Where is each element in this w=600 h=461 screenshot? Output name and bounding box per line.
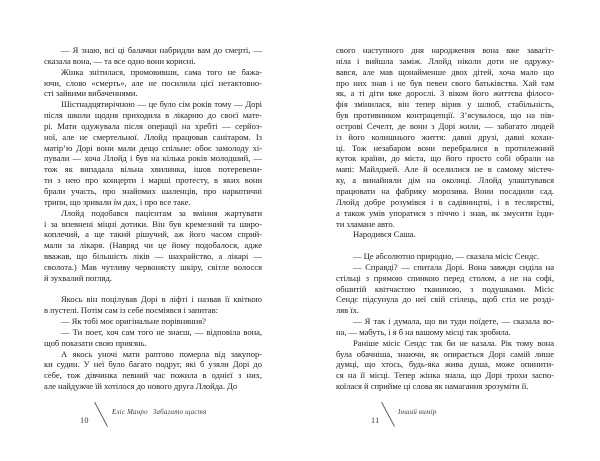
text-line: коїлася й сприйме ці слова як намагання зрозуміти її.: [336, 381, 529, 392]
text-line: — Справді? — спитала Дорі. Вона завжди сиділа на: [353, 261, 554, 272]
text-line: ніла і вийшла заміж. Ллойд ніколи доти не одружу-: [336, 55, 554, 66]
text-line: свого наступного дня народження вона вже завагіт-: [336, 45, 554, 55]
text-line: — Я знаю, всі ці балачки набридли вам до смерті, —: [61, 45, 262, 55]
running-book-title: Забагато щастя: [152, 409, 207, 416]
text-line: Якось він поцілував Дорі в ліфті і назвав її квіткою: [61, 294, 262, 305]
text-line: ти зламане авто.: [336, 218, 395, 229]
text-line: трипи, що зривали їм дах, і про все таке.: [44, 196, 191, 207]
text-line: була обачніша, знаючи, як опирається Дорі самій лише: [336, 348, 554, 359]
text-line: — Як тобі моє оригінальне порівняння?: [61, 316, 206, 327]
text-line: вважав, що більшість ліків — шахрайство, а лікарі —: [44, 251, 262, 262]
text-line: сті зайвими вибаченнями.: [44, 88, 138, 99]
text-line: мали за лікаря. (Навряд чи це йому подобалося, адже: [44, 240, 262, 251]
text-line: Народився Саша.: [353, 229, 416, 240]
text-line: був противником контрацепції. З’ясувалося, що на пів-: [336, 110, 554, 121]
text-line: працювати на фабрику морозива. Вони посадили сад.: [336, 185, 554, 196]
text-line: мапі: Майлдмей. Але й оселилися не в самому містеч-: [336, 164, 554, 175]
text-line: про них знав і не був певен свого батьківства. Хай там: [336, 77, 554, 88]
page-left-text: [44, 45, 262, 392]
text-line: матір’ю Дорі вони мали дещо спільне: обоє замолоду хі-: [44, 142, 262, 153]
footer-slash-icon: [93, 401, 109, 428]
text-line: ки судин. У неї було багато подруг, які б узяли Дорі до: [44, 359, 262, 370]
text-line: ку, а винайняли дім на околиці. Ллойд улаштувався: [336, 175, 554, 186]
text-line: сволота.) Мав чутливу червонясту шкіру, світле волосся: [44, 261, 262, 272]
text-line: а також умів упоратися з піччю і знав, як змусити їзди-: [336, 207, 554, 218]
text-line: — Ти поет, хоч сам того не знаєш, — відповіла вона,: [61, 326, 262, 337]
footer-slash-icon: [380, 401, 396, 428]
text-line: острові Сечелт, де вони з Дорі жили, — забагато людей: [336, 120, 554, 131]
text-line: коплечий, а ще такий рішучий, аж його часом сприй-: [44, 229, 262, 240]
text-line: Жінка знітилася, промовивши, сама того не бажа-: [61, 66, 262, 77]
page-right-text: [336, 45, 554, 392]
text-line: думці, що хтось, будь-яка жива душа, може опинити-: [336, 359, 554, 370]
running-title-left: [112, 409, 207, 416]
text-line: обшитій квітчастою тканиною, з подушками. Місіс: [336, 283, 554, 294]
text-line: Ллойд подобався пацієнтам за вміння жартувати: [61, 207, 262, 218]
text-line: — Я так і думала, що ви туди поїдете, — сказала во-: [353, 316, 554, 327]
text-line: Раніше місіс Сендс так би не казала. Рік тому вона: [353, 337, 554, 348]
text-line: куток країни, до міста, що його просто собі обрали на: [336, 153, 554, 164]
section-break: [336, 240, 554, 251]
text-line: фія змінилася, він тепер вірив у шлюб, стабільність,: [336, 99, 554, 110]
text-line: Сендс підсунула до неї свій стілець, щоб стіл не розді-: [336, 294, 554, 305]
text-line: Ллойд добре розумівся і в садівництві, і в теслярстві,: [336, 196, 554, 207]
text-line: вався, але мав щонайменше двох дітей, хоча мало що: [336, 66, 554, 77]
section-break: [44, 284, 262, 295]
text-line: ючи, слово «смерть», але не посилила цієї нетактовно-: [44, 77, 262, 88]
text-line: ляв їх.: [336, 305, 359, 316]
text-line: себе, тож дівчинка певний час пожила в однієї з них,: [44, 370, 262, 381]
text-line: А якось уночі мати раптово померла від закупор-: [61, 348, 262, 359]
text-line: ці. Тож незабаром вони перебралися в протилежний: [336, 142, 554, 153]
text-line: і за впевнені міцні дотики. Він був кремезний та широ-: [44, 218, 262, 229]
running-author: Еліс Манро: [112, 409, 148, 416]
text-line: ної, але не смертельної. Ллойд працював санітаром. Із: [44, 131, 262, 142]
running-story-title: Інший вимір: [398, 409, 437, 416]
running-title-right: [398, 409, 441, 416]
text-line: в пустелі. Потім сам із себе посміявся і запитав:: [44, 305, 218, 316]
page-number-left: 10: [80, 416, 89, 425]
text-line: ся на її місці. Тепер жінка знала, що Дорі трохи заспо-: [336, 370, 554, 381]
text-line: тож як випадала вільна хвилинка, ішов потеревени-: [44, 164, 262, 175]
page-number-right: 11: [371, 416, 380, 425]
text-line: на, — мабуть, і я б на вашому місці так зробила.: [336, 326, 511, 337]
text-line: як, а ті діти вже дорослі. З віком його життєва філосо-: [336, 88, 554, 99]
text-line: пували — хоча Ллойд і був на кілька років молодший, —: [44, 153, 262, 164]
text-line: сказала вона, — та все одно вони корисні.: [44, 55, 196, 66]
text-line: Шістнадцятирічною — це було сім років тому — Дорі: [61, 99, 262, 110]
text-line: щоб показати свою приязнь.: [44, 337, 147, 348]
text-line: із його колишнього життя: давні друзі, давні кохан-: [336, 131, 554, 142]
text-line: після школи щодня приходила в лікарню до своєї мате-: [44, 110, 262, 121]
text-line: стільці з прямою спинкою перед столом, а не на софі,: [336, 272, 554, 283]
text-line: — Це абсолютно природно, — сказала місіс Сендс.: [353, 251, 540, 262]
text-line: ти з нею про концерти і марші протесту, в яких вони: [44, 175, 262, 186]
text-line: але найдужче їй хотілося до нового друга Ллойда. До: [44, 381, 238, 392]
text-line: рі. Мати одужувала після операції на хребті — серйоз-: [44, 120, 262, 131]
text-line: й зухвалий погляд.: [44, 272, 112, 283]
text-line: брали участь, про знайомих шаленців, про наркотичні: [44, 185, 262, 196]
